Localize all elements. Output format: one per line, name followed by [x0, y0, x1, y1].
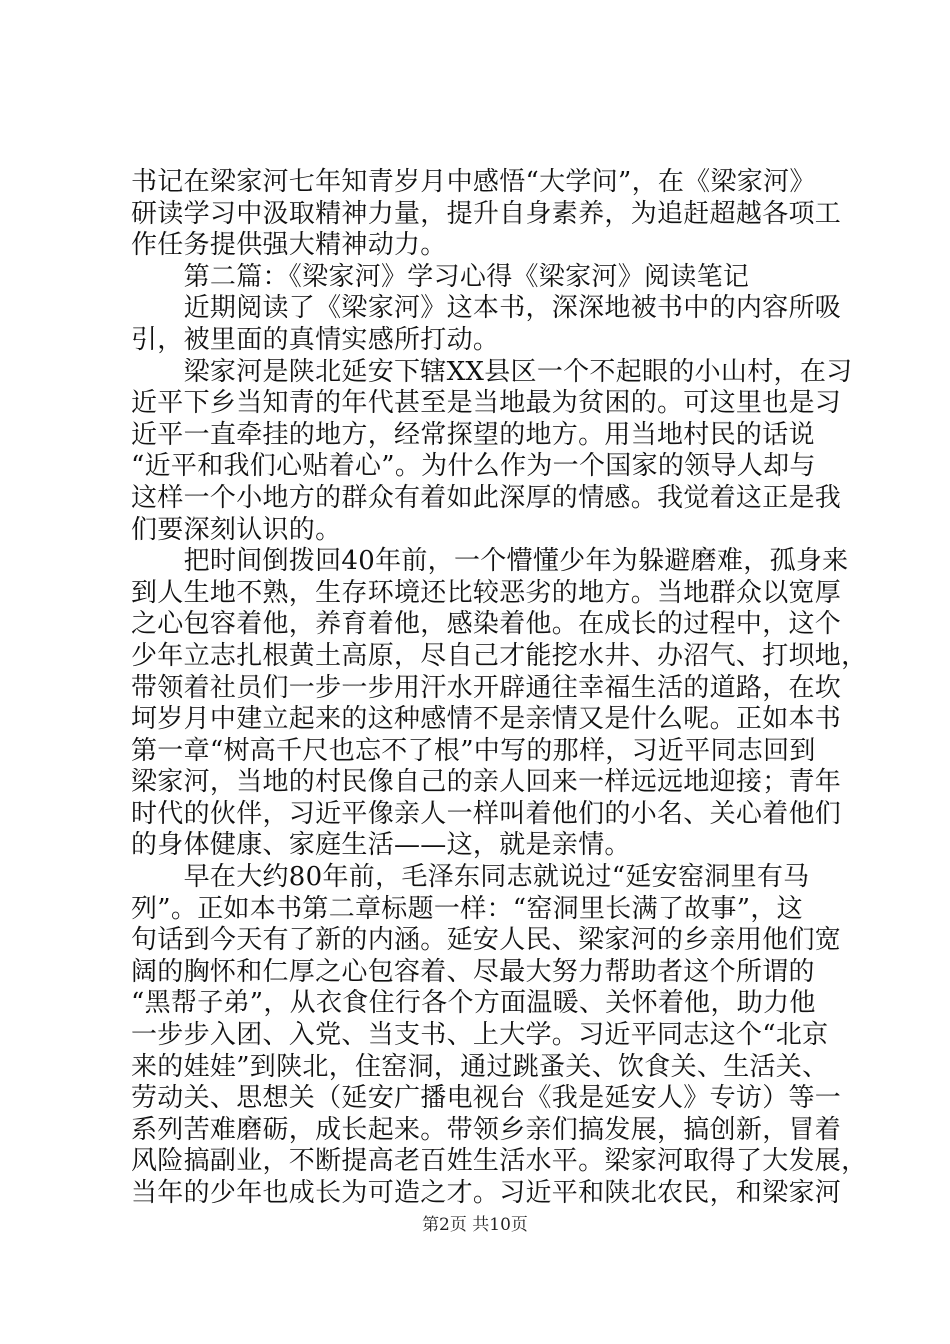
text-line: 风险搞副业，不断提高老百姓生活水平。梁家河取得了大发展， [131, 1146, 868, 1177]
text-line: 劳动关、思想关（延安广播电视台《我是延安人》专访）等一 [131, 1083, 842, 1114]
page-number-footer: 第2页 共10页 [422, 1215, 528, 1235]
text-line: 这样一个小地方的群众有着如此深厚的情感。我觉着这正是我 [131, 482, 842, 513]
text-line: 到人生地不熟，生存环境还比较恶劣的地方。当地群众以宽厚 [131, 577, 842, 608]
text-line: 研读学习中汲取精神力量，提升自身素养，为追赶超越各项工 [131, 198, 842, 229]
text-line: 带领着社员们一步一步用汗水开辟通往幸福生活的道路，在坎 [131, 672, 842, 703]
text-line: 们要深刻认识的。 [131, 514, 342, 545]
text-line: 坷岁月中建立起来的这种感情不是亲情又是什么呢。正如本书 [131, 704, 842, 735]
text-line: 少年立志扎根黄土高原，尽自己才能挖水井、办沼气、打坝地， [131, 640, 868, 671]
text-line: 早在大约80年前，毛泽东同志就说过“延安窑洞里有马 [131, 862, 810, 893]
text-line: 引，被里面的真情实感所打动。 [131, 324, 500, 355]
text-line: 把时间倒拨回40年前，一个懵懂少年为躲避磨难，孤身来 [131, 546, 849, 577]
body-text [131, 167, 868, 1210]
text-line: 当年的少年也成长为可造之才。习近平和陕北农民，和梁家河 [131, 1178, 842, 1208]
text-line: 书记在梁家河七年知青岁月中感悟“大学问”，在《梁家河》 [131, 167, 816, 197]
text-line: 阔的胸怀和仁厚之心包容着、尽最大努力帮助者这个所谓的 [131, 956, 815, 987]
text-line: “近平和我们心贴着心”。为什么作为一个国家的领导人却与 [131, 451, 816, 482]
text-line: 系列苦难磨砺，成长起来。带领乡亲们搞发展，搞创新，冒着 [131, 1114, 842, 1145]
text-line: 之心包容着他，养育着他，感染着他。在成长的过程中，这个 [131, 609, 842, 640]
text-line: 句话到今天有了新的内涵。延安人民、梁家河的乡亲用他们宽 [131, 925, 842, 956]
text-line: “黑帮子弟”，从衣食住行各个方面温暖、关怀着他，助力他 [131, 988, 816, 1019]
text-line: 来的娃娃”到陕北，住窑洞，通过跳蚤关、饮食关、生活关、 [131, 1051, 829, 1082]
text-line: 列”。正如本书第二章标题一样：“窑洞里长满了故事”，这 [131, 893, 803, 924]
text-line: 的身体健康、家庭生活——这，就是亲情。 [131, 830, 631, 861]
text-line: 作任务提供强大精神动力。 [131, 230, 447, 261]
text-line: 梁家河，当地的村民像自己的亲人回来一样远远地迎接；青年 [131, 767, 842, 798]
text-line: 近期阅读了《梁家河》这本书，深深地被书中的内容所吸 [131, 293, 842, 324]
text-line: 第一章“树高千尺也忘不了根”中写的那样，习近平同志回到 [131, 735, 816, 766]
text-line: 梁家河是陕北延安下辖XX县区一个不起眼的小山村，在习 [131, 356, 853, 387]
text-line: 近平下乡当知青的年代甚至是当地最为贫困的。可这里也是习 [131, 388, 842, 419]
text-line: 一步步入团、入党、当支书、上大学。习近平同志这个“北京 [131, 1020, 829, 1051]
text-line: 近平一直牵挂的地方，经常探望的地方。用当地村民的话说 [131, 419, 815, 450]
text-line: 时代的伙伴，习近平像亲人一样叫着他们的小名、关心着他们 [131, 798, 842, 829]
section-heading: 第二篇：《梁家河》学习心得《梁家河》阅读笔记 [131, 261, 750, 292]
